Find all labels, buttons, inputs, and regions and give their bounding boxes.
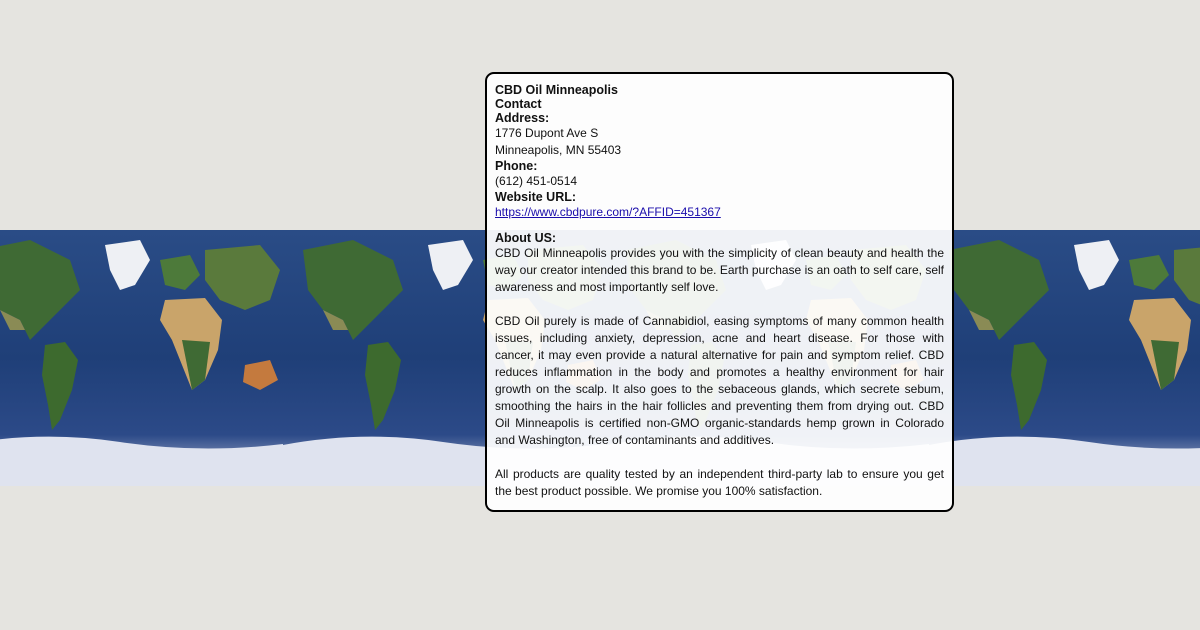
- website-label: Website URL:: [495, 190, 577, 204]
- address-line-1: 1776 Dupont Ave S: [495, 126, 599, 140]
- about-paragraph-1: CBD Oil Minneapolis provides you with the simplicity of clean beauty and health the way our creator intended this brand to be. Earth purchase is an oath to self care, self awareness and most importantly self love.: [495, 246, 944, 294]
- about-paragraph-2: CBD Oil purely is made of Cannabidiol, easing symptoms of many common health issues, including anxiety, depression, acne and heart disease. For those with cancer, it may even provide a natural alternative for pain and symptom relief. CBD reduces inflammation in the body and promotes a healthy environment for hair growth on the scalp. It also goes to the sebaceous glands, which secrete sebum, smoothing the hairs in the hair follicles and preventing them from drying out. CBD Oil Minneapolis is certified non-GMO organic-standards hemp grown in Colorado and Washington, free of contaminants and additives.: [495, 314, 944, 447]
- phone-label: Phone:: [495, 159, 538, 173]
- website-link[interactable]: https://www.cbdpure.com/?AFFID=451367: [495, 205, 721, 219]
- about-heading: About US:: [495, 231, 557, 245]
- phone-number: (612) 451-0514: [495, 174, 578, 188]
- address-line-2: Minneapolis, MN 55403: [495, 143, 622, 157]
- address-label: Address:: [495, 111, 550, 125]
- business-info-card: [485, 72, 954, 512]
- about-paragraph-3: All products are quality tested by an independent third-party lab to ensure you get the best product possible. We promise you 100% satisfaction.: [495, 467, 944, 498]
- contact-heading: Contact: [495, 97, 542, 111]
- business-name: CBD Oil Minneapolis: [495, 83, 618, 97]
